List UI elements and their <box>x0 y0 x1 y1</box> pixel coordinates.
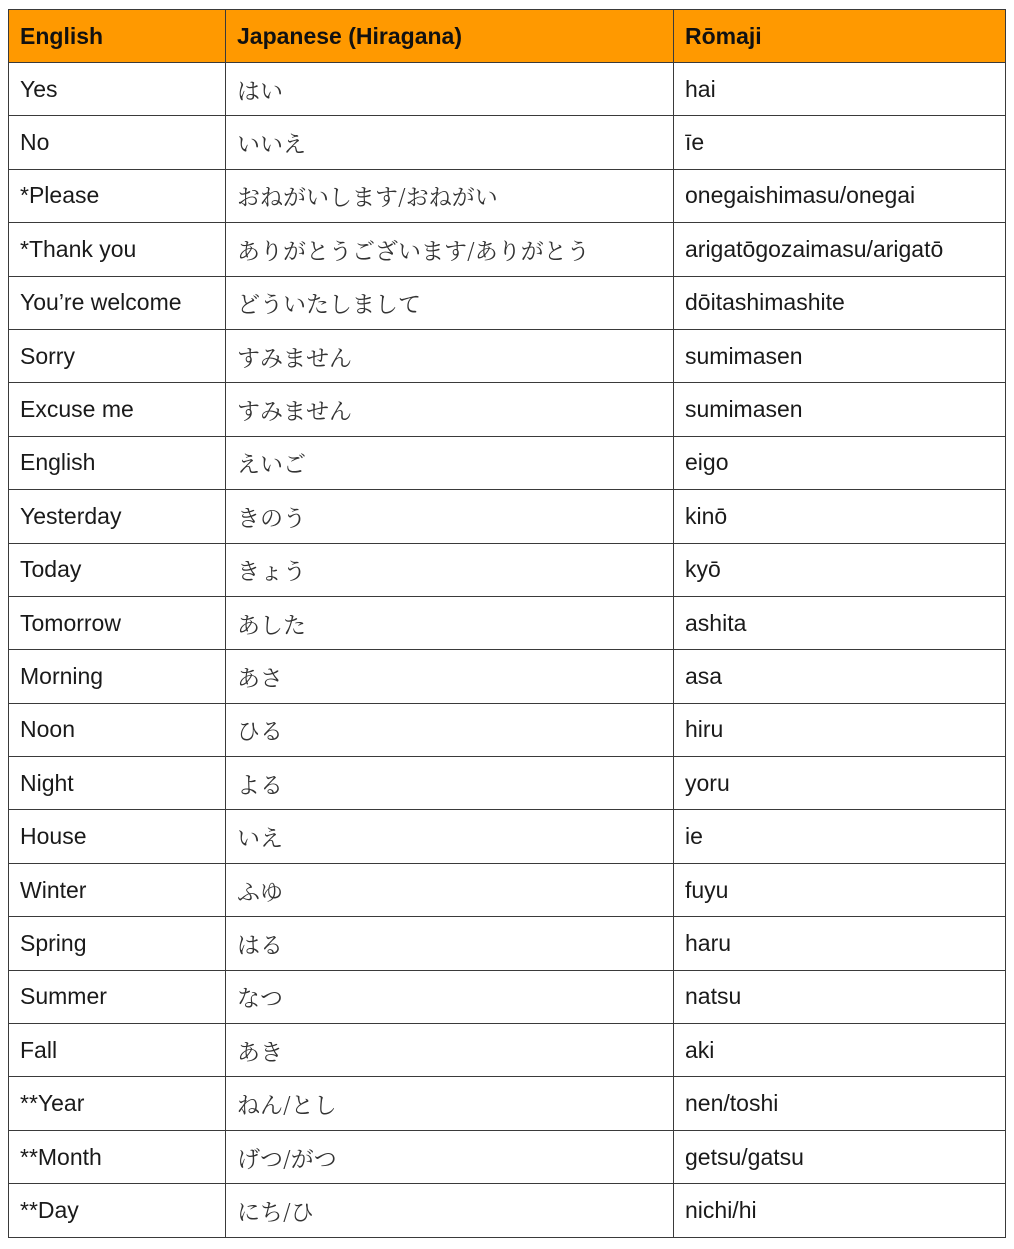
cell-romaji: getsu/gatsu <box>674 1130 1006 1183</box>
table-row <box>9 1130 1006 1183</box>
cell-english: Spring <box>9 917 226 970</box>
table-row <box>9 490 1006 543</box>
cell-english: English <box>9 436 226 489</box>
cell-romaji: ie <box>674 810 1006 863</box>
cell-romaji: sumimasen <box>674 383 1006 436</box>
cell-english: **Month <box>9 1130 226 1183</box>
cell-japanese: きょう <box>226 543 674 596</box>
cell-romaji: nen/toshi <box>674 1077 1006 1130</box>
cell-romaji: kyō <box>674 543 1006 596</box>
cell-romaji: asa <box>674 650 1006 703</box>
cell-english: Fall <box>9 1024 226 1077</box>
table-row <box>9 650 1006 703</box>
cell-romaji: arigatōgozaimasu/arigatō <box>674 223 1006 276</box>
table-row <box>9 383 1006 436</box>
table-row <box>9 63 1006 116</box>
cell-japanese: はい <box>226 63 674 116</box>
cell-romaji: dōitashimashite <box>674 276 1006 329</box>
table-row <box>9 863 1006 916</box>
table-row <box>9 116 1006 169</box>
cell-japanese: どういたしまして <box>226 276 674 329</box>
header-english: English <box>9 10 226 63</box>
table-row <box>9 223 1006 276</box>
cell-romaji: yoru <box>674 757 1006 810</box>
cell-romaji: aki <box>674 1024 1006 1077</box>
table-row <box>9 917 1006 970</box>
cell-japanese: なつ <box>226 970 674 1023</box>
cell-english: House <box>9 810 226 863</box>
cell-english: *Please <box>9 169 226 222</box>
cell-english: Tomorrow <box>9 596 226 649</box>
table-row <box>9 757 1006 810</box>
cell-romaji: nichi/hi <box>674 1184 1006 1237</box>
table-row <box>9 1024 1006 1077</box>
header-romaji: Rōmaji <box>674 10 1006 63</box>
cell-japanese: ひる <box>226 703 674 756</box>
cell-english: Yes <box>9 63 226 116</box>
cell-english: Winter <box>9 863 226 916</box>
cell-romaji: ashita <box>674 596 1006 649</box>
table-row <box>9 329 1006 382</box>
cell-japanese: はる <box>226 917 674 970</box>
table-row <box>9 1184 1006 1237</box>
cell-english: **Year <box>9 1077 226 1130</box>
header-japanese: Japanese (Hiragana) <box>226 10 674 63</box>
cell-english: Sorry <box>9 329 226 382</box>
cell-japanese: よる <box>226 757 674 810</box>
table-row <box>9 970 1006 1023</box>
cell-japanese: すみません <box>226 329 674 382</box>
table-row <box>9 703 1006 756</box>
table-row <box>9 596 1006 649</box>
cell-japanese: すみません <box>226 383 674 436</box>
cell-romaji: kinō <box>674 490 1006 543</box>
cell-romaji: haru <box>674 917 1006 970</box>
cell-english: **Day <box>9 1184 226 1237</box>
cell-japanese: おねがいします/おねがい <box>226 169 674 222</box>
cell-romaji: natsu <box>674 970 1006 1023</box>
cell-japanese: いえ <box>226 810 674 863</box>
cell-japanese: いいえ <box>226 116 674 169</box>
cell-japanese: きのう <box>226 490 674 543</box>
cell-romaji: sumimasen <box>674 329 1006 382</box>
cell-english: Today <box>9 543 226 596</box>
cell-english: Night <box>9 757 226 810</box>
cell-japanese: あした <box>226 596 674 649</box>
table-row <box>9 436 1006 489</box>
cell-japanese: ありがとうございます/ありがとう <box>226 223 674 276</box>
cell-english: Yesterday <box>9 490 226 543</box>
cell-japanese: ふゆ <box>226 863 674 916</box>
cell-romaji: onegaishimasu/onegai <box>674 169 1006 222</box>
cell-japanese: にち/ひ <box>226 1184 674 1237</box>
table-row <box>9 810 1006 863</box>
table-row <box>9 543 1006 596</box>
table-header-row <box>9 10 1006 63</box>
cell-japanese: あき <box>226 1024 674 1077</box>
table-row <box>9 276 1006 329</box>
cell-romaji: hai <box>674 63 1006 116</box>
table-row <box>9 1077 1006 1130</box>
vocabulary-table <box>8 9 1006 1238</box>
cell-romaji: eigo <box>674 436 1006 489</box>
cell-english: Morning <box>9 650 226 703</box>
cell-japanese: あさ <box>226 650 674 703</box>
cell-english: *Thank you <box>9 223 226 276</box>
cell-english: Noon <box>9 703 226 756</box>
cell-japanese: げつ/がつ <box>226 1130 674 1183</box>
cell-japanese: えいご <box>226 436 674 489</box>
cell-romaji: fuyu <box>674 863 1006 916</box>
cell-romaji: hiru <box>674 703 1006 756</box>
table-row <box>9 169 1006 222</box>
cell-japanese: ねん/とし <box>226 1077 674 1130</box>
cell-english: You’re welcome <box>9 276 226 329</box>
cell-english: No <box>9 116 226 169</box>
cell-english: Summer <box>9 970 226 1023</box>
cell-english: Excuse me <box>9 383 226 436</box>
cell-romaji: īe <box>674 116 1006 169</box>
table-body <box>9 63 1006 1238</box>
